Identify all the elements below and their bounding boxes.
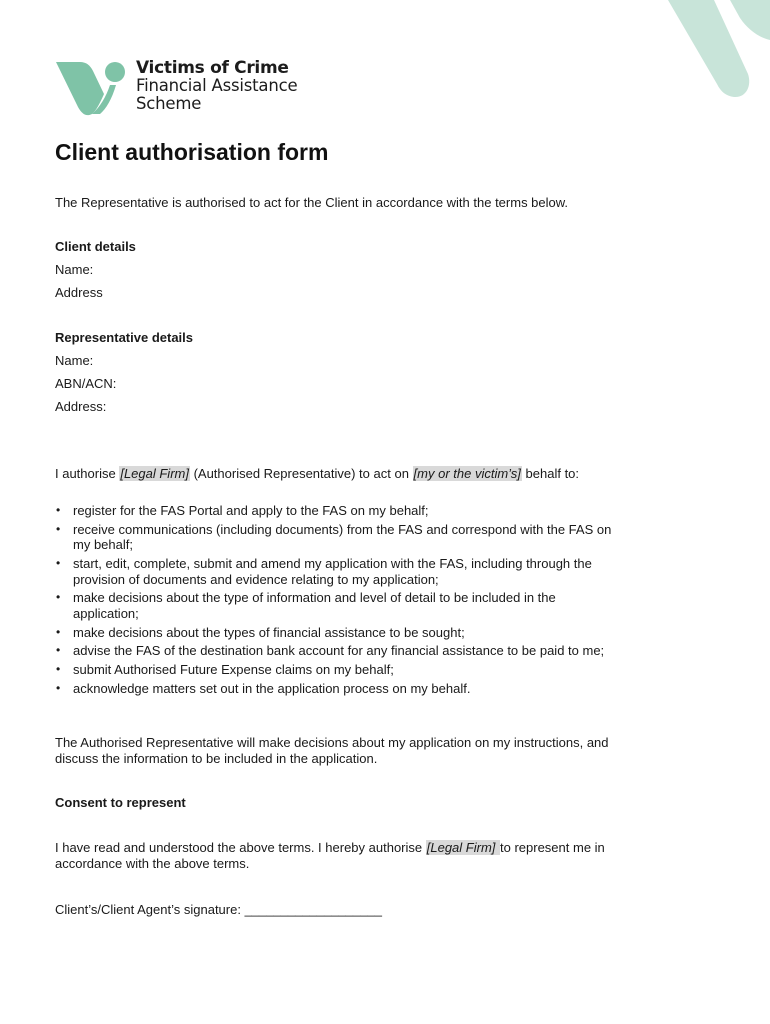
authorise-paragraph (55, 466, 625, 482)
logo-subtitle-2: Scheme (136, 94, 202, 113)
list-item: • register for the FAS Portal and apply to the FAS on my behalf; (55, 503, 625, 519)
client-details-heading: Client details (55, 239, 136, 254)
signature-line: Client’s/Client Agent’s signature: ___________________ (55, 902, 382, 917)
list-item: • acknowledge matters set out in the application process on my behalf. (55, 681, 625, 697)
representative-address-label: Address: (55, 399, 107, 414)
authorise-prefix: I authorise (55, 466, 120, 481)
logo-mark-icon (56, 59, 128, 119)
consent-legal-firm-placeholder: [Legal Firm] (426, 840, 499, 855)
consent-prefix: I have read and understood the above terms. I hereby authorise (55, 840, 426, 855)
list-item: • make decisions about the type of information and level of detail to be included in the application; (55, 590, 625, 621)
legal-firm-placeholder: [Legal Firm] (120, 466, 189, 481)
decisions-paragraph: The Authorised Representative will make decisions about my application on my instructions, and discuss the information to be included in the application. (55, 735, 609, 766)
client-name-label: Name: (55, 262, 94, 277)
client-address-label: Address (55, 285, 103, 300)
page-title: Client authorisation form (55, 139, 329, 165)
authorise-suffix: behalf to: (521, 466, 580, 481)
representative-details-heading: Representative details (55, 330, 194, 345)
logo-subtitle-1: Financial Assistance (136, 76, 298, 95)
list-item: • receive communications (including documents) from the FAS and correspond with the FAS on my behalf; (55, 522, 625, 553)
authorise-middle: (Authorised Representative) to act on (189, 466, 413, 481)
intro-text: The Representative is authorised to act for the Client in accordance with the terms below. (55, 195, 569, 210)
consent-heading: Consent to represent (55, 795, 186, 810)
list-item: • submit Authorised Future Expense claims on my behalf; (55, 662, 625, 678)
representative-name-label: Name: (55, 353, 94, 368)
list-item: • start, edit, complete, submit and amend my application with the FAS, including through the provision of documents and evidence relating to my application; (55, 556, 625, 587)
victim-placeholder: [my or the victim’s] (413, 466, 521, 481)
consent-paragraph (55, 840, 625, 871)
logo-title: Victims of Crime (136, 58, 289, 78)
list-item: • advise the FAS of the destination bank account for any financial assistance to be paid to me; (55, 643, 625, 659)
consent-suffix: to represent me in accordance with the above terms. (55, 840, 605, 871)
authority-list (55, 503, 625, 700)
logo (56, 59, 346, 119)
list-item: • make decisions about the types of financial assistance to be sought; (55, 625, 625, 641)
representative-abn-label: ABN/ACN: (55, 376, 117, 391)
